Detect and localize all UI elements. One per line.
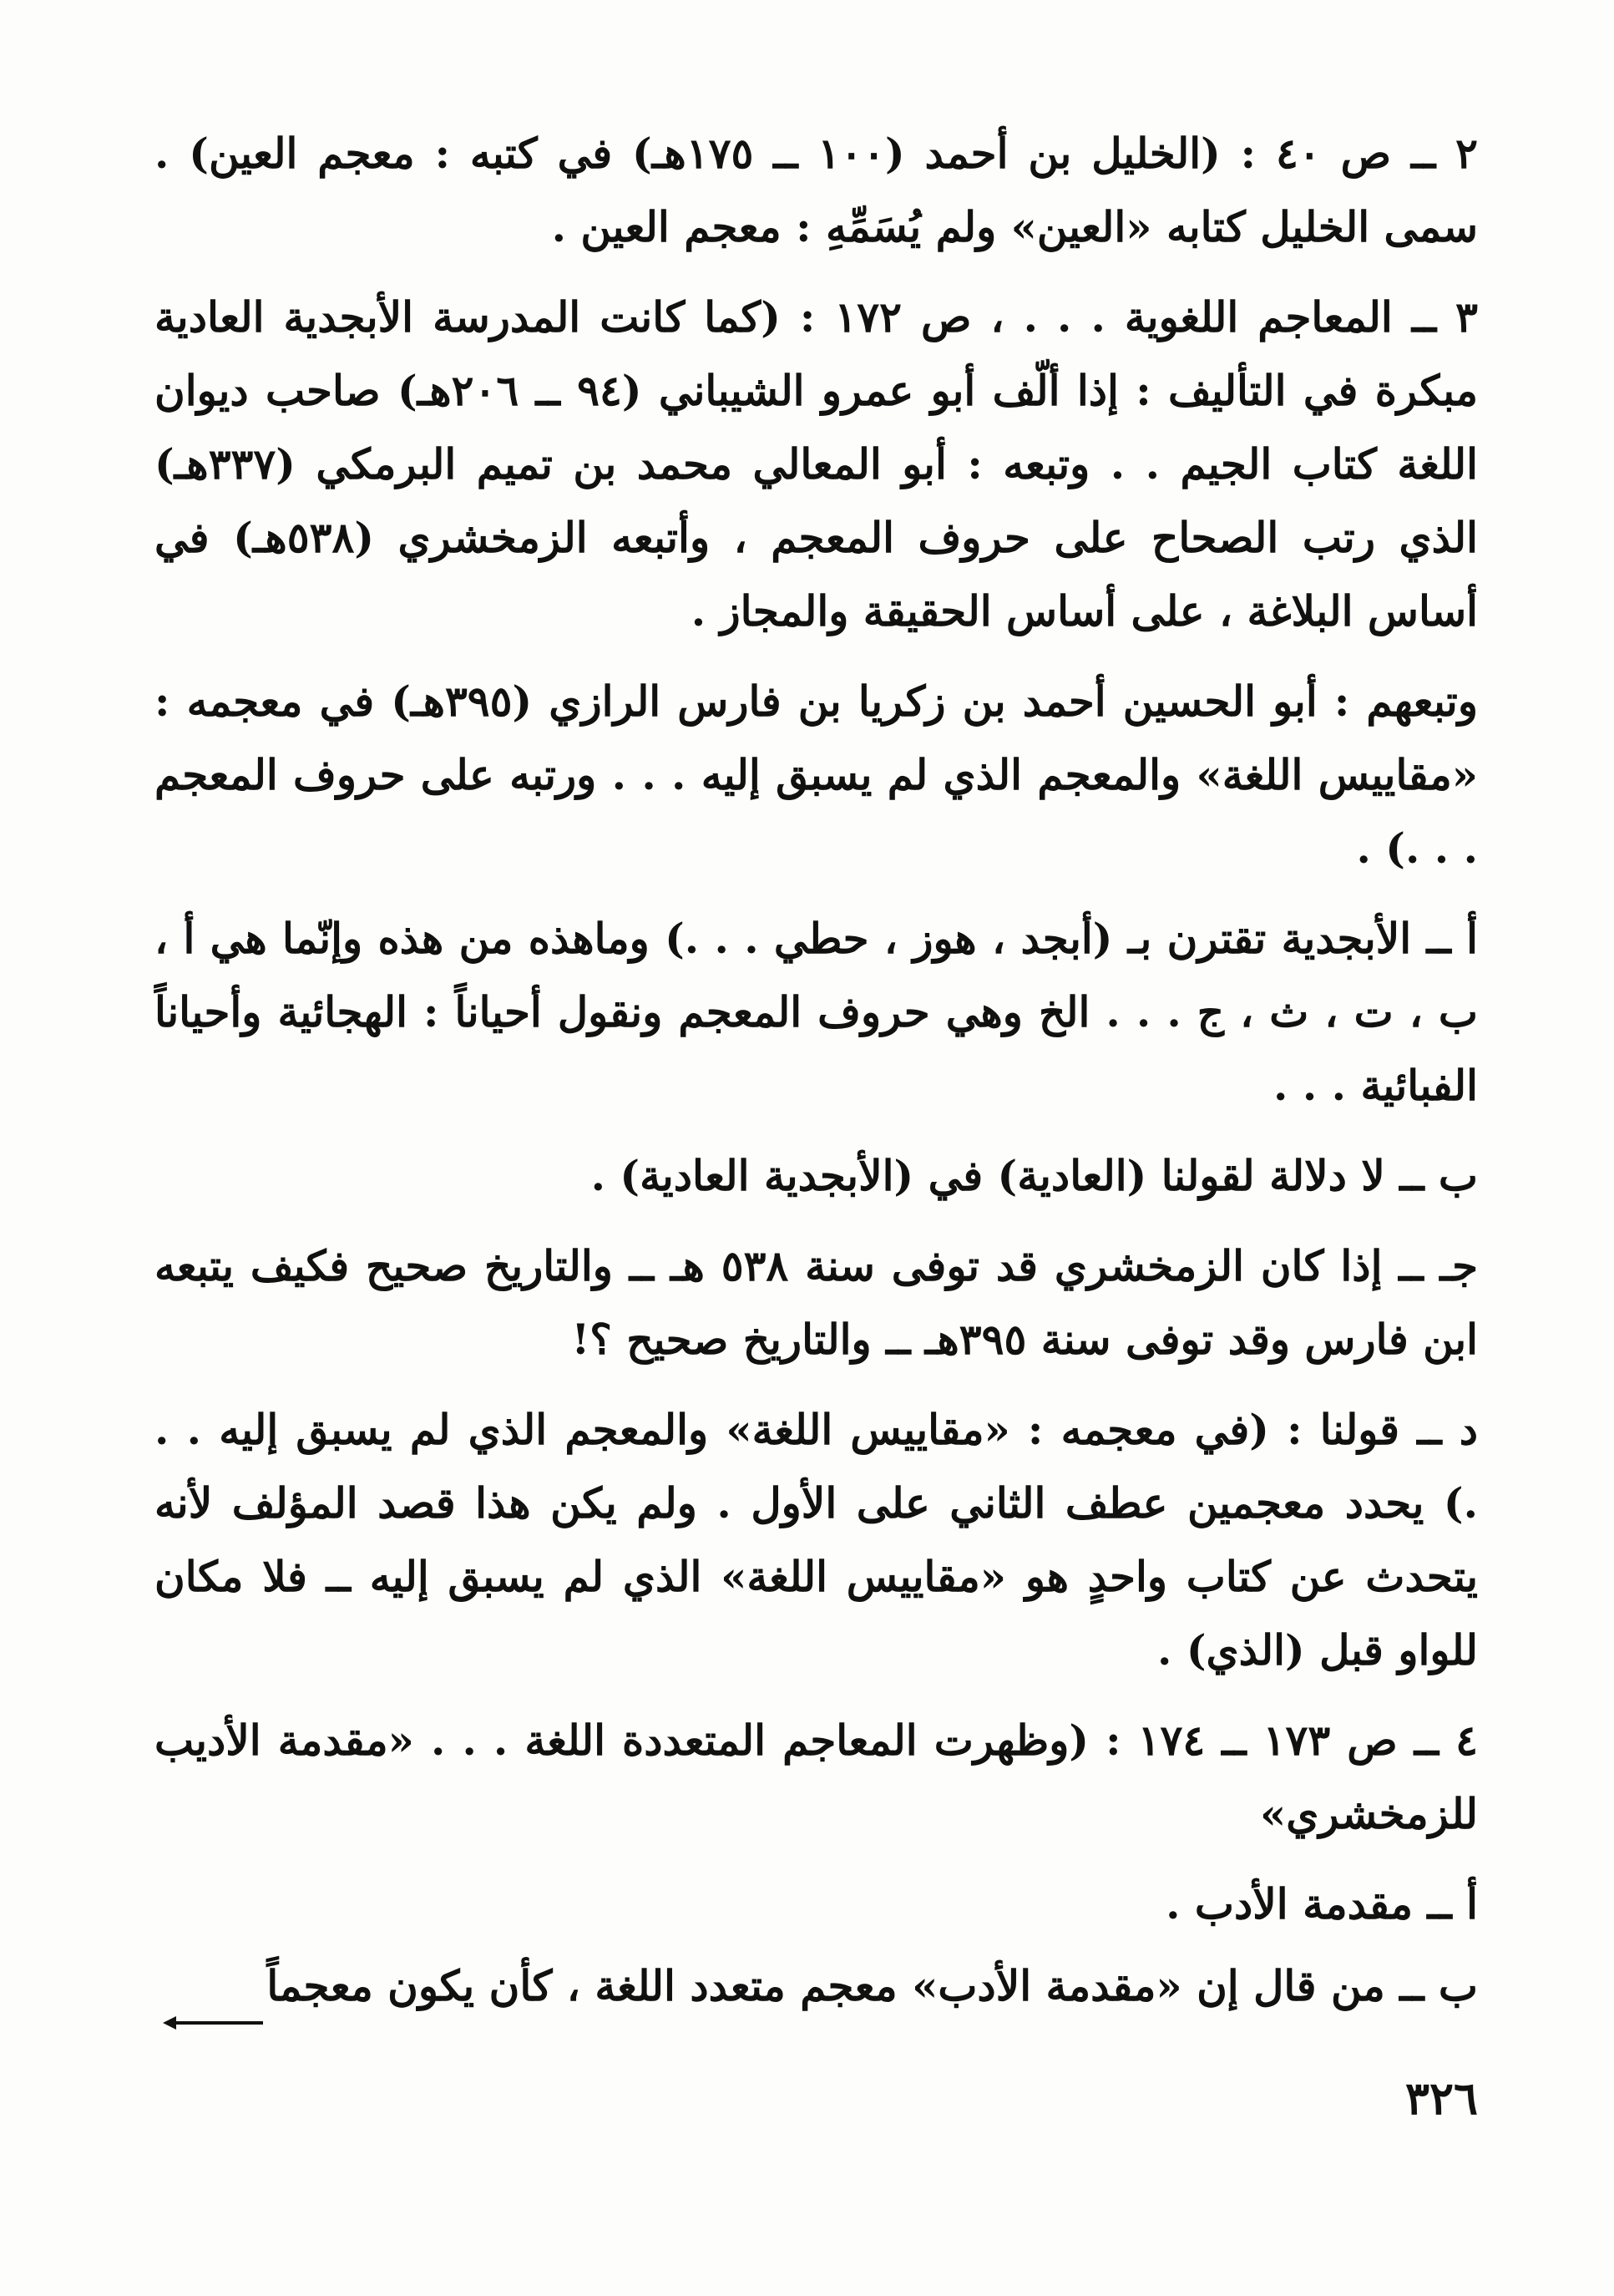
note-3-paragraph: ٣ ــ المعاجم اللغوية . . . ، ص ١٧٢ : (كما كانت المدرسة الأبجدية العادية مبكرة في التأليف : إذا ألّف أبو عمرو الشيباني (٩٤ ــ ٢٠٦هـ) صاحب ديوان اللغة كتاب الجيم . . وتبعه : أبو المعالي محمد بن تميم البرمكي (٣٣٧هـ) الذي رتب الصحاح على حروف المعجم ، وأتبعه الزمخشري (٥٣٨هـ) في أساس البلاغة ، على أساس الحقيقة والمجاز . [154, 292, 1479, 636]
page-body [154, 117, 1478, 2031]
note-4-paragraph: ٤ ــ ص ١٧٣ ــ ١٧٤ : (وظهرت المعاجم المتعددة اللغة . . . «مقدمة الأديب للزمخشري» [154, 1716, 1479, 1838]
point-ba-paragraph: ب ــ لا دلالة لقولنا (العادية) في (الأبجدية العادية) . [590, 1151, 1478, 1200]
note-4-point-alif: أ ــ مقدمة الأدب . [1166, 1879, 1478, 1929]
continuation-arrow-icon [163, 2015, 263, 2031]
point-alif-paragraph: أ ــ الأبجدية تقترن بـ (أبجد ، هوز ، حطي . . .) وماهذه من هذه وإنّما هي أ ، ب ، ت ، ث ، ج . . . الخ وهي حروف المعجم ونقول أحياناً : الهجائية وأحياناً الفبائية . . . [154, 914, 1478, 1110]
page-number: ٣٢٦ [1404, 2071, 1478, 2125]
note-2-paragraph: ٢ ــ ص ٤٠ : (الخليل بن أحمد (١٠٠ ــ ١٧٥هـ) في كتبه : معجم العين) . سمى الخليل كتابه «العين» ولم يُسَمِّهِ : معجم العين . [154, 129, 1478, 251]
note-4-point-ba: ب ــ من قال إن «مقدمة الأدب» معجم متعدد اللغة ، كأن يكون معجماً [266, 1961, 1478, 2010]
point-dal-paragraph: د ــ قولنا : (في معجمه : «مقاييس اللغة» والمعجم الذي لم يسبق إليه . . .) يحدد معجمين عطف الثاني على الأول . ولم يكن هذا قصد المؤلف لأنه يتحدث عن كتاب واحدٍ هو «مقاييس اللغة» الذي لم يسبق إليه ــ فلا مكان للواو قبل (الذي) . [154, 1405, 1478, 1675]
point-jim-paragraph: جـ ــ إذا كان الزمخشري قد توفى سنة ٥٣٨ هـ ــ والتاريخ صحيح فكيف يتبعه ابن فارس وقد توفى سنة ٣٩٥هـ ــ والتاريخ صحيح ؟! [154, 1241, 1478, 1364]
note-3-continuation-paragraph: وتبعهم : أبو الحسين أحمد بن زكريا بن فارس الرازي (٣٩٥هـ) في معجمه : «مقاييس اللغة» والمعجم الذي لم يسبق إليه . . . ورتبه على حروف المعجم . . .) . [154, 677, 1478, 873]
